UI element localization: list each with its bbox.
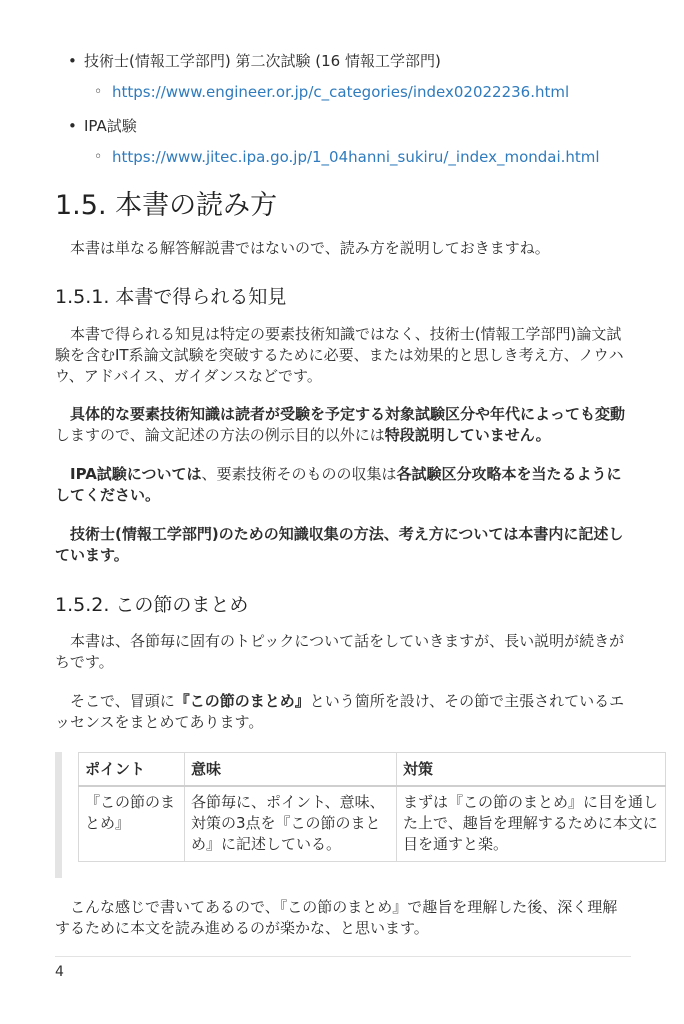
column-header: ポイント: [79, 753, 185, 787]
bold-text: 特段説明していません。: [384, 426, 551, 444]
paragraph: 本書は、各節毎に固有のトピックについて話をしていきますが、長い説明が続きがちです。: [55, 632, 625, 671]
table-row: [79, 786, 666, 862]
jitec-link[interactable]: https://www.jitec.ipa.go.jp/1_04hanni_sukiru/_index_mondai.html: [112, 148, 600, 166]
exam-list: [68, 50, 638, 180]
bold-text: IPA試験については: [70, 465, 202, 483]
text: という箇所を設け、その節で主張されているエッセンスをまとめてあります。: [55, 692, 625, 731]
page-number: 4: [55, 964, 64, 980]
list-item: [68, 50, 638, 103]
bold-text: 各試験区分攻略本を当たるようにしてください。: [55, 465, 622, 504]
text: 、要素技術そのものの収集は: [201, 465, 397, 483]
paragraph: [55, 404, 631, 446]
subsection-title: 1.5.1. 本書で得られる知見: [55, 286, 287, 308]
column-header: 対策: [397, 753, 666, 787]
bold-text: 『この節のまとめ』: [174, 692, 310, 710]
column-header: 意味: [185, 753, 397, 787]
paragraph: [55, 691, 631, 733]
table-cell: 『この節のまとめ』: [79, 786, 185, 862]
paragraph: [55, 464, 631, 506]
list-item: [84, 81, 638, 103]
summary-table: [78, 752, 666, 862]
paragraph: 本書で得られる知見は特定の要素技術知識ではなく、技術士(情報工学部門)論文試験を含むIT系論文試験を突破するために必要、または効果的と思しき考え方、ノウハウ、アドバイス、ガイダンスなどです。: [55, 325, 624, 385]
paragraph: [55, 524, 631, 566]
table-header-row: [79, 753, 666, 787]
table-cell: 各節毎に、ポイント、意味、対策の3点を『この節のまとめ』に記述している。: [185, 786, 397, 862]
text: しますので、論文記述の方法の例示目的以外には: [55, 426, 385, 444]
list-item: [84, 146, 638, 168]
subsection-title: 1.5.2. この節のまとめ: [55, 594, 249, 616]
list-item: [68, 115, 638, 168]
bold-text: 具体的な要素技術知識は読者が受験を予定する対象試験区分や年代によっても変動: [70, 405, 626, 423]
section-intro: 本書は単なる解答解説書ではないので、読み方を説明しておきますね。: [70, 239, 550, 257]
text: そこで、冒頭に: [70, 692, 175, 710]
sub-list: [84, 81, 638, 103]
bold-text: 技術士(情報工学部門)のための知識収集の方法、考え方については本書内に記述しています。: [55, 525, 624, 564]
engineer-link[interactable]: https://www.engineer.or.jp/c_categories/index02022236.html: [112, 83, 570, 101]
exam-label: 技術士(情報工学部門) 第二次試験 (16 情報工学部門): [84, 52, 441, 70]
paragraph: こんな感じで書いてあるので、『この節のまとめ』で趣旨を理解した後、深く理解するために本文を読み進めるのが楽かな、と思います。: [55, 898, 618, 937]
section-title: 1.5. 本書の読み方: [55, 190, 278, 221]
exam-label: IPA試験: [84, 117, 137, 135]
sub-list: [84, 146, 638, 168]
footer-divider: [55, 956, 631, 957]
table-cell: まずは『この節のまとめ』に目を通した上で、趣旨を理解するために本文に目を通すと楽。: [397, 786, 666, 862]
blockquote-bar: [55, 752, 62, 878]
